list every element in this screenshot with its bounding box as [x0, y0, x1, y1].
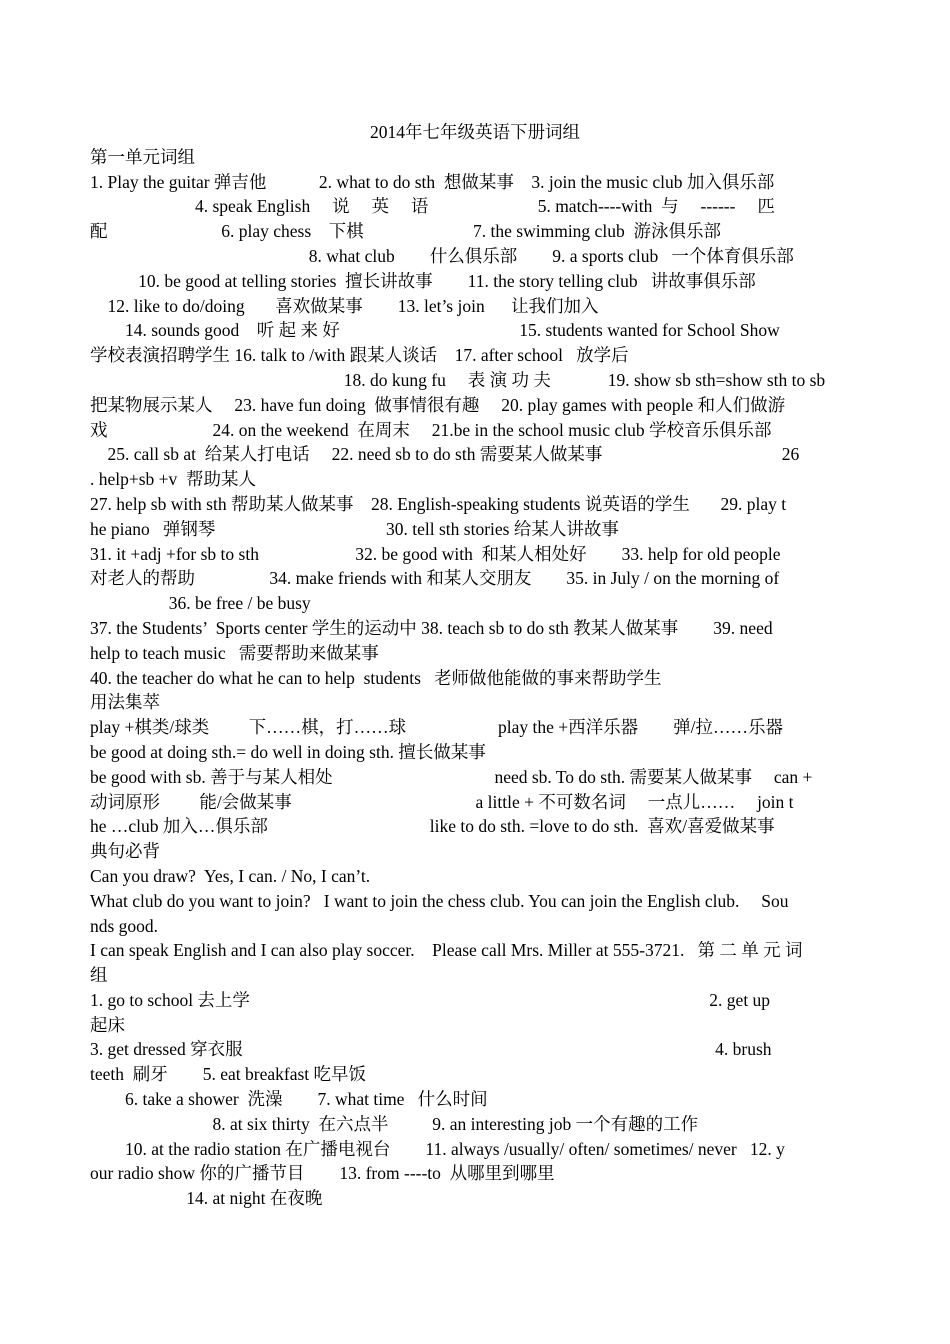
text-line: be good at doing sth.= do well in doing sth. 擅长做某事 [90, 741, 486, 762]
text-line: 1. Play the guitar 弹吉他 2. what to do sth 想做某事 3. join the music club 加入俱乐部 [90, 171, 775, 192]
text-line: 27. help sb with sth 帮助某人做某事 28. English-speaking students 说英语的学生 29. play t [90, 493, 787, 514]
text-line: 1. go to school 去上学 2. get up [90, 989, 771, 1010]
text-line: teeth 刷牙 5. eat breakfast 吃早饭 [90, 1064, 367, 1085]
text-line: our radio show 你的广播节目 13. from ----to 从哪里到哪里 [90, 1163, 555, 1184]
text-line: help to teach music 需要帮助来做某事 [90, 642, 379, 663]
text-line: What club do you want to join? I want to join the chess club. You can join the English club. Sou [90, 890, 789, 911]
text-line: 学校表演招聘学生 16. talk to /with 跟某人谈话 17. after school 放学后 [90, 345, 629, 366]
text-line: be good with sb. 善于与某人相处 need sb. To do sth. 需要某人做某事 can + [90, 766, 813, 787]
text-line: 用法集萃 [90, 692, 160, 713]
text-line: 把某物展示某人 23. have fun doing 做事情很有趣 20. play games with people 和人们做游 [90, 394, 786, 415]
text-line: 3. get dressed 穿衣服 4. brush [90, 1039, 772, 1060]
text-line: he piano 弹钢琴 30. tell sth stories 给某人讲故事 [90, 518, 619, 539]
text-line: 37. the Students’ Sports center 学生的运动中 38. teach sb to do sth 教某人做某事 39. need [90, 617, 773, 638]
text-line: 配 6. play chess 下棋 7. the swimming club 游泳俱乐部 [90, 221, 721, 242]
text-line: I can speak English and I can also play soccer. Please call Mrs. Miller at 555-3721. 第 二 单 元 词 [90, 940, 803, 961]
text-line: 36. be free / be busy [90, 593, 311, 614]
text-line: 组 [90, 965, 108, 986]
text-line: 8. what club 什么俱乐部 9. a sports club 一个体育俱乐部 [90, 245, 794, 266]
text-line: 6. take a shower 洗澡 7. what time 什么时间 [90, 1089, 488, 1110]
text-line: he …club 加入…俱乐部 like to do sth. =love to do sth. 喜欢/喜爱做某事 [90, 816, 775, 837]
text-line: 12. like to do/doing 喜欢做某事 13. let’s join 让我们加入 [90, 295, 599, 316]
text-line: 10. at the radio station 在广播电视台 11. always /usually/ often/ sometimes/ never 12. y [90, 1138, 785, 1159]
text-line: 第一单元词组 [90, 146, 195, 167]
text-line: 8. at six thirty 在六点半 9. an interesting job 一个有趣的工作 [90, 1113, 699, 1134]
text-line: 动词原形 能/会做某事 a little + 不可数名词 一点儿…… join t [90, 791, 794, 812]
text-line: 14. at night 在夜晚 [90, 1188, 323, 1209]
document-lines [90, 145, 860, 1211]
text-line: 10. be good at telling stories 擅长讲故事 11. the story telling club 讲故事俱乐部 [90, 270, 756, 291]
text-line: 40. the teacher do what he can to help students 老师做他能做的事来帮助学生 [90, 667, 662, 688]
text-line: Can you draw? Yes, I can. / No, I can’t. [90, 865, 371, 886]
text-line: 14. sounds good 听 起 来 好 15. students wanted for School Show [90, 320, 780, 341]
text-line: 戏 24. on the weekend 在周末 21.be in the school music club 学校音乐俱乐部 [90, 419, 772, 440]
text-line: 起床 [90, 1014, 125, 1035]
text-line: 对老人的帮助 34. make friends with 和某人交朋友 35. in July / on the morning of [90, 568, 780, 589]
text-line: play +棋类/球类 下……棋，打……球 play the +西洋乐器 弹/拉……乐器 [90, 717, 783, 738]
document-title: 2014年七年级英语下册词组 [370, 122, 580, 142]
text-line: . help+sb +v 帮助某人 [90, 469, 257, 490]
text-line: 18. do kung fu 表 演 功 夫 19. show sb sth=show sth to sb [90, 369, 826, 390]
text-line: nds good. [90, 915, 159, 936]
document-body [90, 120, 860, 1211]
text-line: 31. it +adj +for sb to sth 32. be good with 和某人相处好 33. help for old people [90, 543, 781, 564]
text-line: 4. speak English 说 英 语 5. match----with 与 ------ 匹 [90, 196, 775, 217]
text-line: 25. call sb at 给某人打电话 22. need sb to do sth 需要某人做某事 26 [90, 444, 800, 465]
text-line: 典句必背 [90, 841, 160, 862]
